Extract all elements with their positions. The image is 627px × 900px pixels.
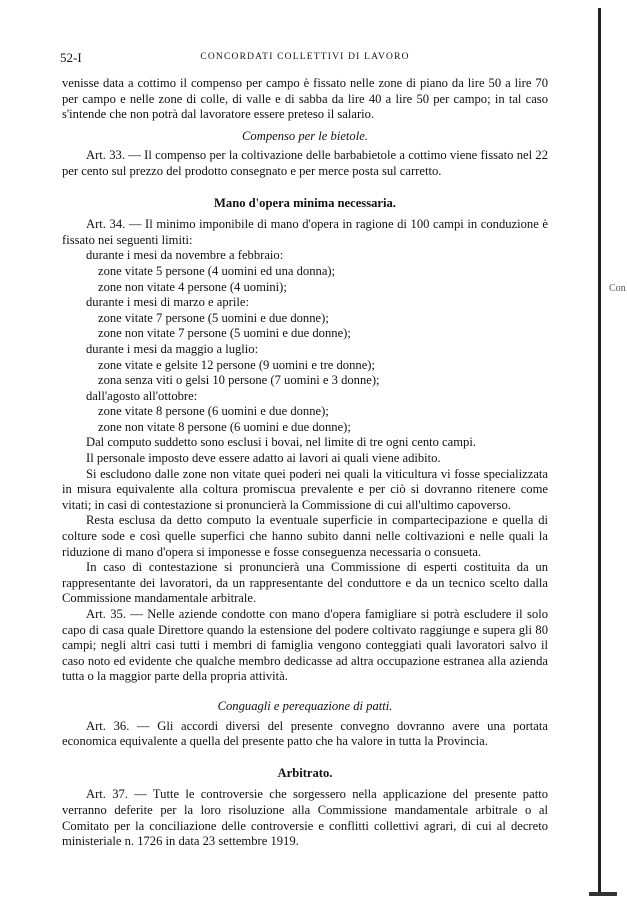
period-mar-apr: durante i mesi di marzo e aprile: — [86, 295, 249, 310]
period-mag-lug: durante i mesi da maggio a luglio: — [86, 341, 259, 356]
period-mag-lug-a: zone vitate e gelsite 12 persone (9 uomini e tre donne); — [98, 357, 375, 372]
period-nov-feb: durante i mesi da novembre a febbraio: — [86, 248, 284, 263]
article-35: Art. 35. — Nelle aziende condotte con mano d'opera famigliare si potrà escludere il solo capo di casa quale Direttore quando la estensione del podere coltivato raggiunge e supera gli 80 campi; negli altri casi tutti i membri di famiglia vengono conteggiati quali lavoratori salvo il caso noto ed evidente che qualche membro dedicasse ad altra occupazione estranea alla azienda tutta o la maggior parte della propria attività. — [62, 607, 548, 684]
paragraph-computo: Dal computo suddetto sono esclusi i bovai, nel limite di tre ogni cento campi. — [86, 435, 476, 450]
document-body — [62, 76, 548, 850]
period-mag-lug-b: zona senza viti o gelsi 10 persone (7 uomini e 3 donne); — [98, 373, 380, 388]
section-heading-bietole: Compenso per le bietole. — [242, 128, 368, 143]
period-nov-feb-a: zone vitate 5 persone (4 uomini ed una donna); — [98, 263, 336, 278]
paragraph-continuation: venisse data a cottimo il compenso per campo è fissato nelle zone di piano da lire 50 a lire 70 per campo e nelle zone di colle, di valle e di sabba da lire 40 a lire 50 per campo; in tal caso s'intende che non potrà dal lavoratore essere preteso il salario. — [62, 76, 548, 122]
paragraph-personale: Il personale imposto deve essere adatto ai lavori ai quali viene adibito. — [86, 451, 441, 466]
section-heading-conguagli: Conguagli e perequazione di patti. — [217, 698, 393, 713]
page-header — [60, 50, 550, 64]
paragraph-contestazione: In caso di contestazione si pronuncierà una Commissione di esperti costituita da un rappresentante dei lavoratori, da un rappresentante del conduttore e da un tecnico scelto dalla Commissione mandamentale arbitrale. — [62, 560, 548, 606]
article-34: Art. 34. — Il minimo imponibile di mano d'opera in ragione di 100 campi in conduzione è fissato nei seguenti limiti: — [62, 217, 548, 247]
article-33: Art. 33. — Il compenso per la coltivazione delle barbabietole a cottimo viene fissato nel 22 per cento sul prezzo del prodotto consegnato e per merce posta sul carretto. — [62, 148, 548, 178]
page-number: 52-I — [60, 50, 82, 65]
period-mar-apr-b: zone non vitate 7 persone (5 uomini e due donne); — [98, 326, 351, 341]
period-mar-apr-a: zone vitate 7 persone (5 uomini e due donne); — [98, 310, 329, 325]
article-36: Art. 36. — Gli accordi diversi del presente convegno dovranno avere una portata economica equivalente a quella del presente patto che ha valore in tutta la Provincia. — [62, 718, 548, 749]
paragraph-resta: Resta esclusa da detto computo la eventuale superficie in compartecipazione e quella di colture sode e così quelle superfici che hanno subito danni nelle coltivazioni e nelle quali la riduzione di mano d'opera si imponesse e fosse conseguenza necessaria o consueta. — [62, 513, 548, 559]
period-ago-ott: dall'agosto all'ottobre: — [86, 388, 198, 403]
period-ago-ott-a: zone vitate 8 persone (6 uomini e due donne); — [98, 404, 329, 419]
section-heading-arbitrato: Arbitrato. — [277, 765, 333, 780]
period-nov-feb-b: zone non vitate 4 persone (4 uomini); — [98, 279, 287, 294]
page-edge-shadow — [598, 8, 601, 892]
period-ago-ott-b: zone non vitate 8 persone (6 uomini e due donne); — [98, 419, 351, 434]
section-heading-mano-opera: Mano d'opera minima necessaria. — [214, 195, 396, 210]
running-title: CONCORDATI COLLETTIVI DI LAVORO — [200, 52, 410, 62]
article-37: Art. 37. — Tutte le controversie che sorgessero nella applicazione del presente patto verranno deferite per la loro risoluzione alla Commissione mandamentale arbitrale o al Comitato per la conciliazione delle controversie e conflitti collettivi agrari, di cui al decreto ministeriale n. 1726 in data 23 settembre 1919. — [62, 787, 548, 849]
margin-note: Con — [609, 283, 626, 294]
scan-smudge — [589, 892, 617, 896]
paragraph-escludono: Si escludono dalle zone non vitate quei poderi nei quali la viticultura vi fosse specializzata in misura equivalente alla coltura promiscua prevalente e per ciò si dovranno ritenere come vitati; in casi di contestazione si pronuncierà la Commissione di cui all'ultimo capoverso. — [62, 466, 548, 512]
